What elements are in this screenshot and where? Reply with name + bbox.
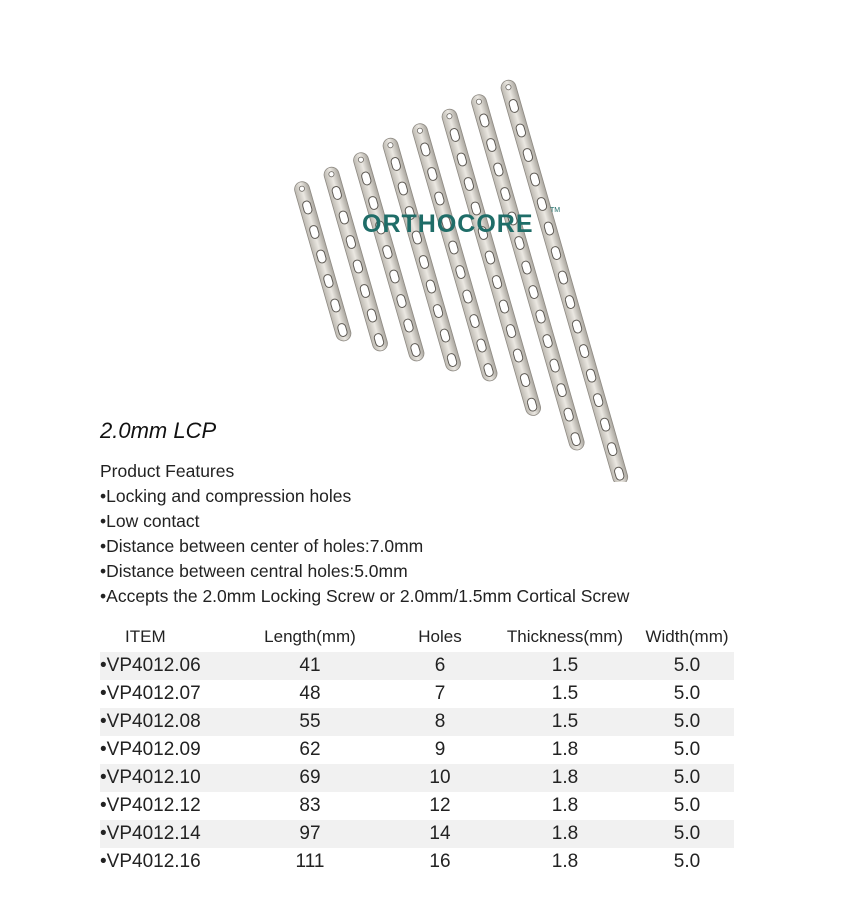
orthocore-logo: ORTHOCORE (362, 210, 534, 238)
cell-length: 69 (230, 764, 390, 792)
cell-width: 5.0 (640, 652, 734, 680)
cell-holes: 12 (429, 795, 451, 816)
product-title: 2.0mm LCP (100, 418, 217, 443)
cell-item: • VP4012.09 (100, 736, 230, 764)
cell-item: • VP4012.10 (100, 764, 230, 792)
cell-item: • VP4012.16 (100, 848, 230, 876)
table-row (100, 680, 734, 708)
cell-item: • VP4012.07 (100, 680, 230, 708)
cell-thickness: 1.5 (551, 683, 579, 704)
cell-holes: 8 (390, 708, 490, 736)
table-row (100, 652, 734, 680)
spec-table (100, 622, 734, 876)
cell-length: 97 (230, 820, 390, 848)
features-heading: Product Features (100, 461, 235, 481)
cell-thickness: 1.8 (551, 795, 579, 816)
table-row (100, 820, 734, 848)
header-item: ITEM (125, 627, 166, 646)
cell-item: • VP4012.08 (100, 708, 230, 736)
table-header-row (100, 622, 734, 652)
cell-thickness: 1.8 (490, 820, 640, 848)
table-row (100, 736, 734, 764)
cell-holes: 14 (390, 820, 490, 848)
cell-item: • VP4012.06 (100, 652, 230, 680)
cell-length: 83 (299, 795, 321, 816)
table-row (100, 848, 734, 876)
table-row (100, 792, 734, 820)
cell-length: 111 (295, 851, 325, 872)
header-length: Length(mm) (264, 627, 356, 646)
feature-item: • Locking and compression holes (100, 484, 629, 509)
cell-width: 5.0 (673, 683, 701, 704)
cell-length: 62 (299, 739, 321, 760)
header-thickness: Thickness(mm) (506, 627, 624, 646)
product-image (280, 62, 750, 482)
feature-item: • Distance between center of holes:7.0mm (100, 534, 629, 559)
cell-width: 5.0 (640, 820, 734, 848)
cell-width: 5.0 (673, 851, 701, 872)
feature-item: • Accepts the 2.0mm Locking Screw or 2.0mm/1.5mm Cortical Screw (100, 584, 629, 609)
cell-thickness: 1.8 (551, 739, 579, 760)
cell-holes: 9 (434, 739, 446, 760)
header-width: Width(mm) (645, 627, 729, 646)
cell-width: 5.0 (673, 795, 701, 816)
cell-holes: 10 (390, 764, 490, 792)
cell-thickness: 1.8 (551, 851, 579, 872)
header-holes: Holes (418, 627, 462, 646)
cell-length: 48 (299, 683, 321, 704)
svg-text:TM: TM (550, 207, 561, 214)
cell-width: 5.0 (673, 739, 701, 760)
cell-length: 55 (230, 708, 390, 736)
cell-width: 5.0 (640, 708, 734, 736)
cell-length: 41 (230, 652, 390, 680)
cell-thickness: 1.5 (490, 708, 640, 736)
cell-item: • VP4012.12 (100, 792, 230, 820)
cell-holes: 16 (429, 851, 451, 872)
table-row (100, 708, 734, 736)
feature-item: • Distance between central holes:5.0mm (100, 559, 629, 584)
cell-thickness: 1.8 (490, 764, 640, 792)
bone-plates (293, 78, 630, 482)
feature-item: • Low contact (100, 509, 629, 534)
cell-holes: 6 (390, 652, 490, 680)
feature-list (100, 459, 629, 609)
cell-holes: 7 (434, 683, 446, 704)
cell-width: 5.0 (640, 764, 734, 792)
bone-plate (322, 165, 389, 352)
cell-thickness: 1.5 (490, 652, 640, 680)
cell-item: • VP4012.14 (100, 820, 230, 848)
table-row (100, 764, 734, 792)
